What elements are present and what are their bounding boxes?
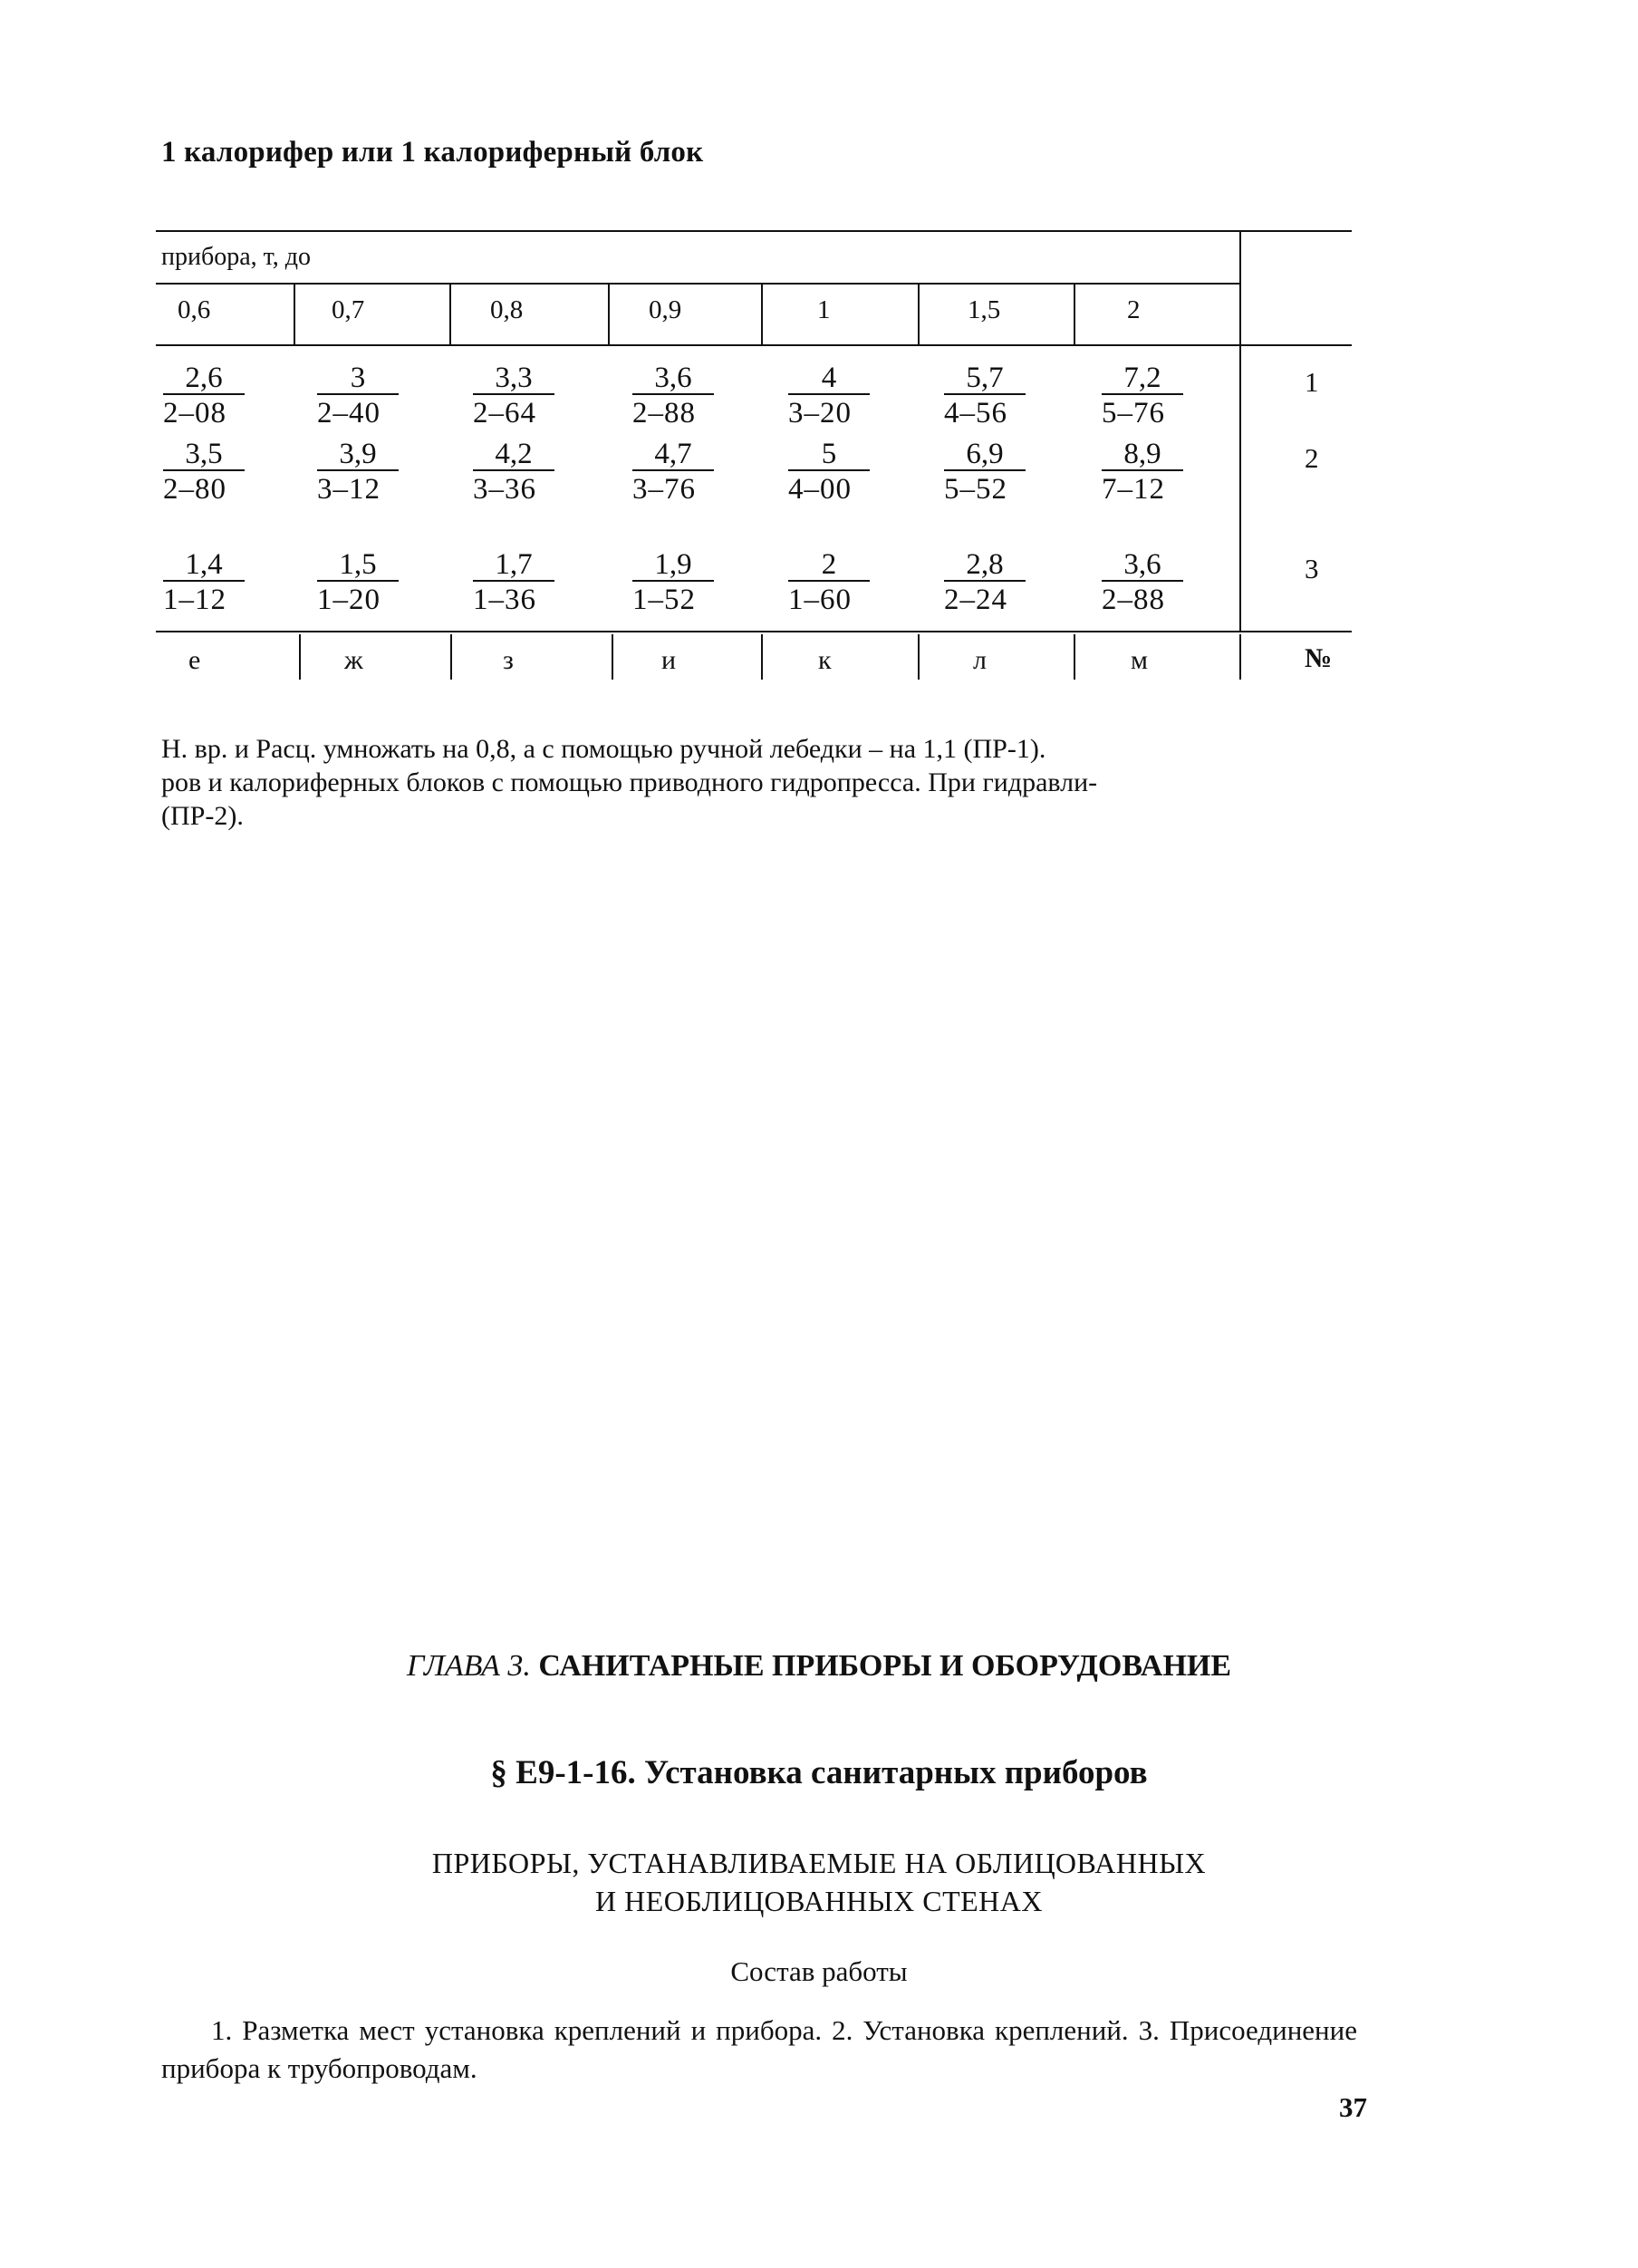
price-value: 3–20 [788,397,852,429]
chapter-name: САНИТАРНЫЕ ПРИБОРЫ И ОБОРУДОВАНИЕ [538,1649,1232,1683]
table-cell [1102,362,1210,431]
table-cell [788,362,897,431]
table-cell [632,439,741,507]
rate-value: 3,6 [1102,549,1183,582]
table-cell [317,439,426,507]
table-cell [788,439,897,507]
price-value: 1–20 [317,584,381,616]
price-value: 3–12 [317,473,381,506]
price-value: 2–24 [944,584,1007,616]
group-header: прибора, т, до [161,243,312,271]
column-letter: л [973,645,987,675]
column-header: 0,8 [490,295,524,324]
column-header: 0,6 [178,295,211,324]
chapter-prefix: ГЛАВА 3. [406,1649,531,1683]
price-value: 1–60 [788,584,852,616]
table-cell [473,549,582,618]
price-value: 3–76 [632,473,696,506]
column-letter: з [503,645,514,675]
column-header: 2 [1127,295,1141,324]
rate-value: 1,7 [473,549,554,582]
row-number: 2 [1305,442,1319,474]
letter-divider [299,634,301,680]
column-letter: ж [344,645,363,675]
subsection-line: ПРИБОРЫ, УСТАНАВЛИВАЕМЫЕ НА ОБЛИЦОВАННЫХ [431,1847,1207,1879]
price-value: 2–64 [473,397,536,429]
rate-value: 4 [788,362,870,395]
price-value: 5–52 [944,473,1007,506]
rate-value: 3,5 [163,439,245,471]
table-cell [944,362,1053,431]
row-number: 3 [1305,553,1319,584]
col-divider [294,285,295,344]
table-cell [473,362,582,431]
table-cell [163,362,272,431]
table-cell [1102,549,1210,618]
number-label: № [1305,643,1333,673]
table-cell [788,549,897,618]
note-line: (ПР-2). [161,801,244,831]
col-divider [918,285,920,344]
price-value: 2–08 [163,397,226,429]
work-composition-title: Состав работы [730,1955,908,1987]
column-letter: и [661,645,677,675]
letter-divider [612,634,613,680]
rate-value: 1,4 [163,549,245,582]
header-right-divider [1239,230,1241,285]
rate-value: 2,8 [944,549,1026,582]
letter-divider [918,634,920,680]
column-header: 0,7 [332,295,365,324]
page-heading: 1 калорифер или 1 калориферный блок [161,136,704,169]
letter-divider [1074,634,1075,680]
column-header: 1 [817,295,831,324]
header-bottom-rule [156,283,1241,285]
rate-value: 6,9 [944,439,1026,471]
col-divider [608,285,610,344]
price-value: 1–12 [163,584,226,616]
price-value: 2–40 [317,397,381,429]
body-bottom-rule [156,631,1352,632]
table-top-rule [156,230,1352,232]
rate-value: 3,6 [632,362,714,395]
rate-value: 4,7 [632,439,714,471]
letter-divider [450,634,452,680]
column-letter: е [188,645,201,675]
rate-value: 2 [788,549,870,582]
rate-value: 3,3 [473,362,554,395]
column-letter: м [1131,645,1148,675]
note-line: Н. вр. и Расц. умножать на 0,8, а с помощью ручной лебедки – на 1,1 (ПР-1). [161,734,1046,764]
rate-value: 5,7 [944,362,1026,395]
letter-divider [1239,634,1241,680]
price-value: 2–88 [1102,584,1165,616]
price-value: 4–00 [788,473,852,506]
price-value: 3–36 [473,473,536,506]
table-cell [944,549,1053,618]
subsection-title [0,1844,1638,1920]
price-value: 2–88 [632,397,696,429]
table-cell [632,362,741,431]
column-header: 1,5 [968,295,1001,324]
table-cell [317,362,426,431]
rate-value: 1,9 [632,549,714,582]
note-line: ров и калориферных блоков с помощью приводного гидропресса. При гидравли- [161,767,1098,797]
col-divider [1239,285,1241,344]
table-cell [163,439,272,507]
number-column-divider [1239,344,1241,632]
section-title: § Е9-1-16. Установка санитарных приборов [490,1754,1148,1791]
chapter-title [0,1649,1638,1684]
price-value: 4–56 [944,397,1007,429]
rate-value: 7,2 [1102,362,1183,395]
row-number: 1 [1305,366,1319,398]
col-divider [761,285,763,344]
price-value: 1–52 [632,584,696,616]
price-value: 2–80 [163,473,226,506]
rate-value: 5 [788,439,870,471]
page-number: 37 [1339,2091,1367,2123]
table-cell [473,439,582,507]
table-notes [161,732,1375,833]
column-header: 0,9 [649,295,682,324]
subsection-line: И НЕОБЛИЦОВАННЫХ СТЕНАХ [595,1885,1043,1917]
column-letter: к [818,645,832,675]
rate-value: 8,9 [1102,439,1183,471]
rate-value: 4,2 [473,439,554,471]
work-composition-text: 1. Разметка мест установка креплений и прибора. 2. Установка креплений. 3. Присоединение прибора к трубопроводам. [161,2014,1357,2084]
table-cell [317,549,426,618]
price-value: 7–12 [1102,473,1165,506]
letter-divider [761,634,763,680]
table-cell [944,439,1053,507]
rate-value: 2,6 [163,362,245,395]
col-divider [449,285,451,344]
price-value: 1–36 [473,584,536,616]
table-cell [632,549,741,618]
rate-value: 3 [317,362,399,395]
price-value: 5–76 [1102,397,1165,429]
columns-bottom-rule [156,344,1352,346]
col-divider [1074,285,1075,344]
rate-value: 1,5 [317,549,399,582]
table-cell [163,549,272,618]
rate-value: 3,9 [317,439,399,471]
table-cell [1102,439,1210,507]
